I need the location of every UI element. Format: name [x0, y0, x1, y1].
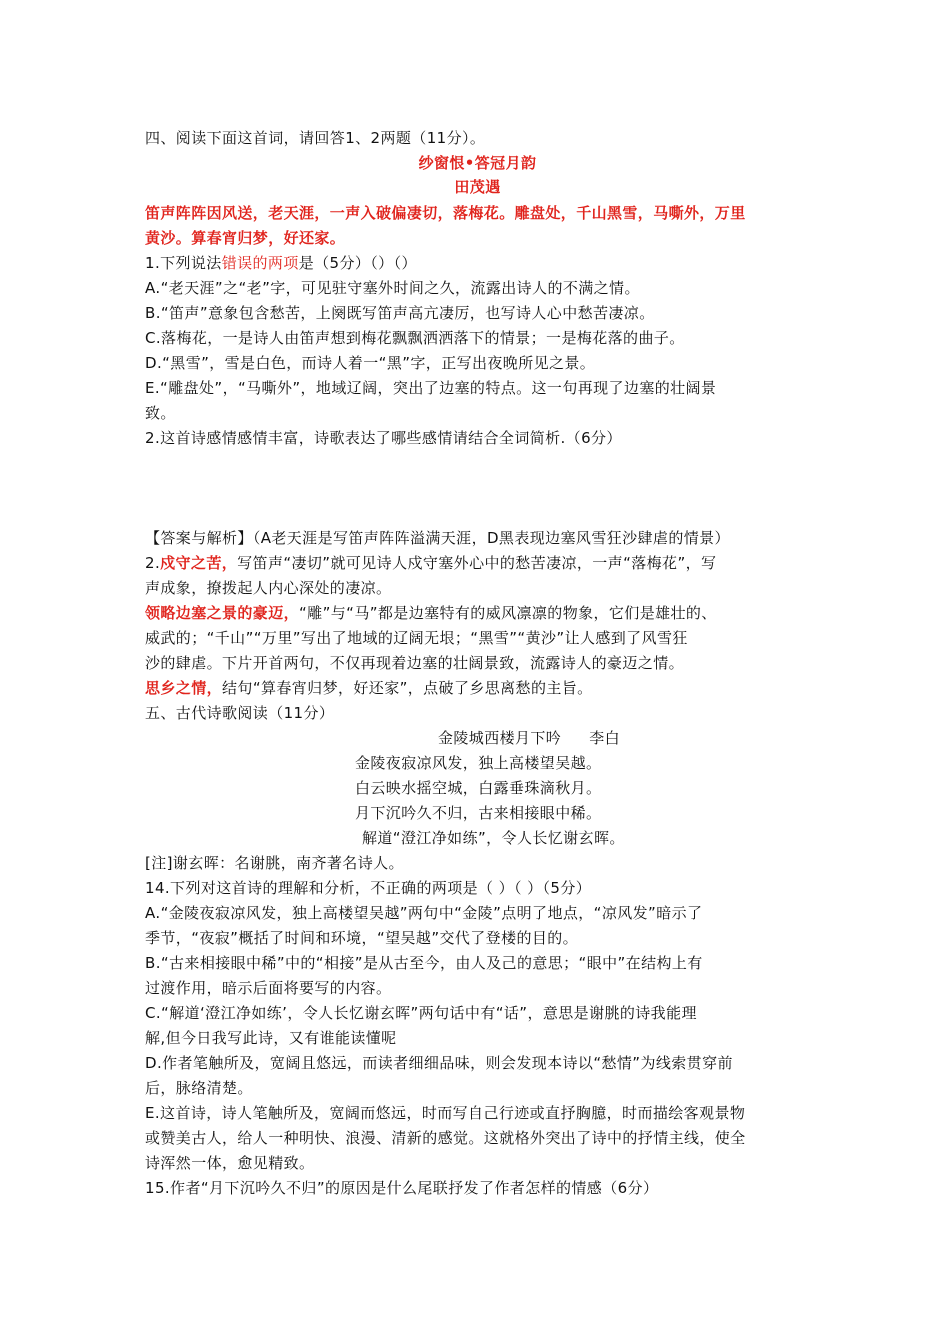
section4-heading: 四、阅读下面这首词，请回答1、2两题（11分）。 [145, 129, 486, 147]
answer-num: 2. [145, 554, 161, 572]
poem-line: 白云映水摇空城，白露垂珠滴秋月。 [355, 779, 602, 797]
option-c-cont: 解,但今日我写此诗，又有谁能读懂呢 [145, 1029, 397, 1047]
poem-author: 田茂遇 [454, 178, 501, 196]
answer-q1: （A老天涯是写笛声阵阵溢满天涯，D黑表现边塞风雪狂沙肆虐的情景） [252, 529, 730, 547]
question-1 [145, 253, 810, 273]
answer-header [145, 528, 810, 548]
question-15: 15.作者“月下沉吟久不归”的原因是什么尾联抒发了作者怎样的情感（6分） [145, 1179, 659, 1197]
answer-text: “雕”与“马”都是边塞特有的威风凛凛的物象，它们是雄壮的、 [299, 604, 717, 622]
answer-paragraph-2 [145, 603, 810, 623]
poem-text-line: 笛声阵阵因风送，老天涯，一声入破偏凄切，落梅花。雕盘处，千山黑雪，马嘶外，万里 [145, 204, 746, 222]
option-e: E.“雕盘处”，“马嘶外”，地域辽阔，突出了边塞的特点。这一句再现了边塞的壮阔景 [145, 379, 717, 397]
option-c: C.落梅花，一是诗人由笛声想到梅花飘飘洒洒落下的情景；一是梅花落的曲子。 [145, 329, 685, 347]
poem-title: 纱窗恨•答冠月韵 [418, 154, 537, 172]
option-b-cont: 过渡作用，暗示后面将要写的内容。 [145, 979, 392, 997]
answer-text: 威武的；“千山”“万里”写出了地域的辽阔无垠；“黑雪”“黄沙”让人感到了风雪狂 [145, 629, 688, 647]
poem-author: 李白 [589, 729, 621, 747]
option-a: A.“金陵夜寂凉风发，独上高楼望吴越”两句中“金陵”点明了地点，“凉风发”暗示了 [145, 904, 703, 922]
poem-note: [注]谢玄晖：名谢朓，南齐著名诗人。 [145, 854, 404, 872]
option-d: D.作者笔触所及，宽阔且悠远，而读者细细品味，则会发现本诗以“愁情”为线索贯穿前 [145, 1054, 733, 1072]
option-d-cont: 后，脉络清楚。 [145, 1079, 253, 1097]
option-e: E.这首诗，诗人笔触所及，宽阔而悠远，时而写自己行迹或直抒胸臆，时而描绘客观景物 [145, 1104, 746, 1122]
poem-line: 月下沉吟久不归，古来相接眼中稀。 [355, 804, 602, 822]
option-c: C.“解道‘澄江净如练’，令人长忆谢玄晖”两句话中有“话”，意思是谢朓的诗我能理 [145, 1004, 697, 1022]
answer-label: 【答案与解析】 [145, 529, 253, 547]
answer-text: 声成象，撩拨起人内心深处的凄凉。 [145, 579, 392, 597]
answer-paragraph-1 [145, 553, 810, 573]
answer-highlight: 思乡之情， [145, 679, 223, 697]
poem-title [438, 728, 638, 748]
question-1-highlight: 错误的两项 [221, 254, 299, 272]
question-14: 14.下列对这首诗的理解和分析，不正确的两项是（ ）（ ）（5分） [145, 879, 592, 897]
answer-paragraph-3 [145, 678, 810, 698]
option-b: B.“古来相接眼中稀”中的“相接”是从古至今，由人及己的意思；“眼中”在结构上有 [145, 954, 703, 972]
question-2: 2.这首诗感情感情丰富，诗歌表达了哪些感情请结合全词简析.（6分） [145, 429, 622, 447]
option-e-cont: 诗浑然一体，愈见精致。 [145, 1154, 315, 1172]
option-b: B.“笛声”意象包含愁苦，上阕既写笛声高亢凄厉，也写诗人心中愁苦凄凉。 [145, 304, 655, 322]
question-1-prefix: 1.下列说法 [145, 254, 222, 272]
section5-heading: 五、古代诗歌阅读（11分） [145, 704, 335, 722]
option-a-cont: 季节，“夜寂”概括了时间和环境，“望吴越”交代了登楼的目的。 [145, 929, 579, 947]
answer-highlight: 戍守之苦， [160, 554, 238, 572]
option-e-cont: 致。 [145, 404, 176, 422]
poem-title-text: 金陵城西楼月下吟 [438, 729, 562, 747]
poem-line: 解道“澄江净如练”，令人长忆谢玄晖。 [362, 829, 625, 847]
option-a: A.“老天涯”之“老”字，可见驻守塞外时间之久，流露出诗人的不满之情。 [145, 279, 640, 297]
answer-text: 沙的肆虐。下片开首两句，不仅再现着边塞的壮阔景致，流露诗人的豪迈之情。 [145, 654, 685, 672]
question-1-suffix: 是（5分）（）（） [298, 254, 417, 272]
poem-line: 金陵夜寂凉风发，独上高楼望吴越。 [355, 754, 602, 772]
answer-highlight: 领略边塞之景的豪迈， [145, 604, 300, 622]
option-d: D.“黑雪”，雪是白色，而诗人着一“黑”字，正写出夜晚所见之景。 [145, 354, 596, 372]
answer-text: 结句“算春宵归梦，好还家”，点破了乡思离愁的主旨。 [222, 679, 593, 697]
answer-text: 写笛声“凄切”就可见诗人戍守塞外心中的愁苦凄凉，一声“落梅花”，写 [237, 554, 717, 572]
poem-text-line: 黄沙。算春宵归梦，好还家。 [145, 229, 346, 247]
option-e-cont: 或赞美古人，给人一种明快、浪漫、清新的感觉。这就格外突出了诗中的抒情主线，使全 [145, 1129, 746, 1147]
